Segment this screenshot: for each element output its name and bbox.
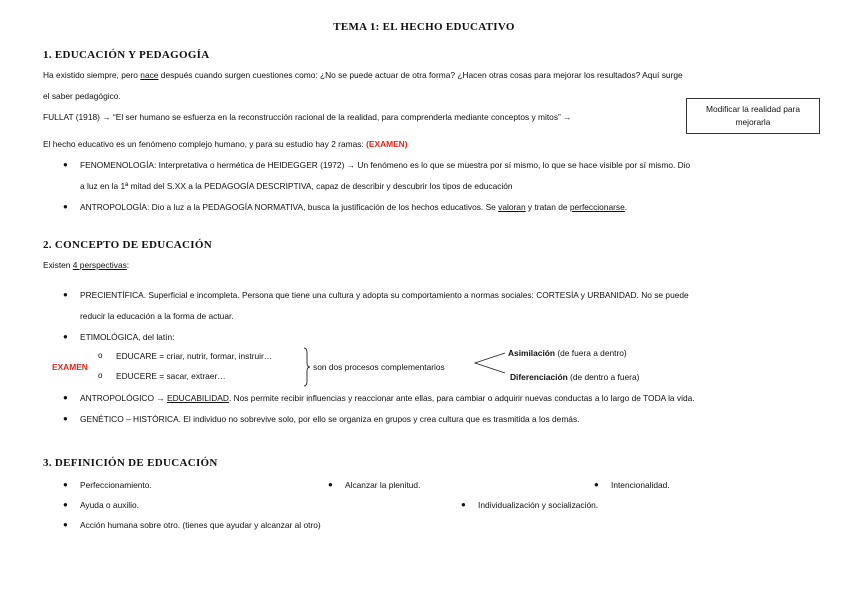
- examen-label: EXAMEN: [52, 362, 88, 372]
- s2-intro-a: Existen: [43, 260, 73, 270]
- antropologico-text-a: ANTROPOLÓGICO →: [80, 393, 168, 403]
- bullet-icon: ●: [63, 202, 68, 211]
- s1-p1-text-b: después cuando surgen cuestiones como: ¿No se puede actuar de otra forma? ¿Hacen otras cosas para mejorar los resultados? Aquí surge: [158, 70, 683, 80]
- s1-paragraph-2: [43, 139, 408, 149]
- bullet-icon: ●: [461, 500, 466, 509]
- genetico-item: GENÉTICO – HISTÓRICA. El individuo no sobrevive solo, por ello se organiza en grupos y crea cultura que es trasmitida a los demás.: [80, 414, 580, 424]
- diferenciacion-desc: (de dentro a fuera): [567, 372, 640, 382]
- definicion-item: Alcanzar la plenitud.: [345, 480, 421, 490]
- examen-tag: (EXAMEN): [366, 139, 408, 149]
- bullet-icon: ●: [63, 414, 68, 423]
- s2-intro: [43, 260, 129, 270]
- bullet-icon: ●: [63, 480, 68, 489]
- asimilacion-desc: (de fuera a dentro): [555, 348, 627, 358]
- bullet-icon: ●: [63, 160, 68, 169]
- s2-intro-perspectivas: 4 perspectivas: [72, 260, 127, 270]
- antropologia-text-c: .: [624, 202, 628, 212]
- definicion-item: Individualización y socialización.: [478, 500, 599, 510]
- bullet-icon: ●: [63, 393, 68, 402]
- procesos-text: son dos procesos complementarios: [313, 362, 445, 372]
- asimilacion-term: Asimilación: [508, 348, 556, 358]
- antropologia-text-b: y tratan de: [525, 202, 570, 212]
- bullet-icon: ●: [63, 500, 68, 509]
- educere-item: EDUCERE = sacar, extraer…: [116, 371, 226, 381]
- box-line-1: Modificar la realidad para: [705, 104, 801, 114]
- bullet-icon: ●: [594, 480, 599, 489]
- antropologia-text-a: ANTROPOLOGÍA: Dio a luz a la PEDAGOGÍA NORMATIVA, busca la justificación de los hechos educativos. Se: [80, 202, 499, 212]
- section-3-heading: 3. DEFINICIÓN DE EDUCACIÓN: [43, 457, 218, 469]
- definicion-item: Acción humana sobre otro. (tienes que ayudar y alcanzar al otro): [80, 520, 321, 530]
- s1-paragraph-1-cont: el saber pedagógico.: [43, 91, 121, 101]
- fork-lines-icon: [474, 352, 506, 374]
- precientifica-line-2: reducir la educación a la forma de actuar.: [80, 311, 234, 321]
- antropologico-text-b: . Nos permite recibir influencias y reaccionar ante ellas, para cambiar o adquirir nuevas conductas a lo largo de TODA la vida.: [228, 393, 695, 403]
- definicion-item: Perfeccionamiento.: [80, 480, 152, 490]
- s1-paragraph-1: [43, 70, 683, 80]
- circle-bullet-icon: o: [98, 371, 103, 380]
- fullat-quote: FULLAT (1918) → “El ser humano se esfuerza en la reconstrucción racional de la realidad, para comprenderla mediante conceptos y mitos” →: [43, 112, 572, 122]
- bullet-icon: ●: [328, 480, 333, 489]
- educabilidad-word: EDUCABILIDAD: [167, 393, 229, 403]
- s1-p2-text: El hecho educativo es un fenómeno complejo humano, y para su estudio hay 2 ramas:: [43, 139, 367, 149]
- antropologico-item: [80, 393, 695, 403]
- box-line-2: mejorarla: [735, 117, 771, 127]
- precientifica-line-1: PRECIENTÍFICA. Superficial e incompleta. Persona que tiene una cultura y adopta su comportamiento a normas sociales: CORTESÍA y URBANIDAD. No se puede: [80, 290, 689, 300]
- educare-item: EDUCARE = criar, nutrir, formar, instruir…: [116, 351, 273, 361]
- bullet-icon: ●: [63, 332, 68, 341]
- definicion-item: Ayuda o auxilio.: [80, 500, 139, 510]
- s1-p1-nace: nace: [140, 70, 159, 80]
- diferenciacion: [510, 372, 639, 382]
- right-brace-icon: [303, 347, 311, 387]
- bullet-icon: ●: [63, 290, 68, 299]
- diferenciacion-term: Diferenciación: [510, 372, 568, 382]
- fenomenologia-line-1: FENOMENOLOGÍA: Interpretativa o hermética de HEIDEGGER (1972) → Un fenómeno es lo que se muestra por sí mismo, lo que se hace visible por sí mismo. Dio: [80, 160, 691, 170]
- s1-p1-text-a: Ha existido siempre, pero: [43, 70, 141, 80]
- asimilacion: [508, 348, 627, 358]
- section-2-heading: 2. CONCEPTO DE EDUCACIÓN: [43, 239, 212, 251]
- antropologia-item: [80, 202, 627, 212]
- circle-bullet-icon: o: [98, 351, 103, 360]
- s2-intro-b: :: [126, 260, 130, 270]
- page-title: TEMA 1: EL HECHO EDUCATIVO: [333, 21, 515, 33]
- definicion-item: Intencionalidad.: [611, 480, 670, 490]
- bullet-icon: ●: [63, 520, 68, 529]
- valoran-word: valoran: [498, 202, 526, 212]
- boxed-note: [686, 98, 820, 134]
- perfeccionarse-word: perfeccionarse: [569, 202, 625, 212]
- section-1-heading: 1. EDUCACIÓN Y PEDAGOGÍA: [43, 49, 210, 61]
- etimologica-item: ETIMOLÓGICA, del latín:: [80, 332, 175, 342]
- fenomenologia-line-2: a luz en la 1ª mitad del S.XX a la PEDAGOGÍA DESCRIPTIVA, capaz de describir y descubrir los tipos de educación: [80, 181, 513, 191]
